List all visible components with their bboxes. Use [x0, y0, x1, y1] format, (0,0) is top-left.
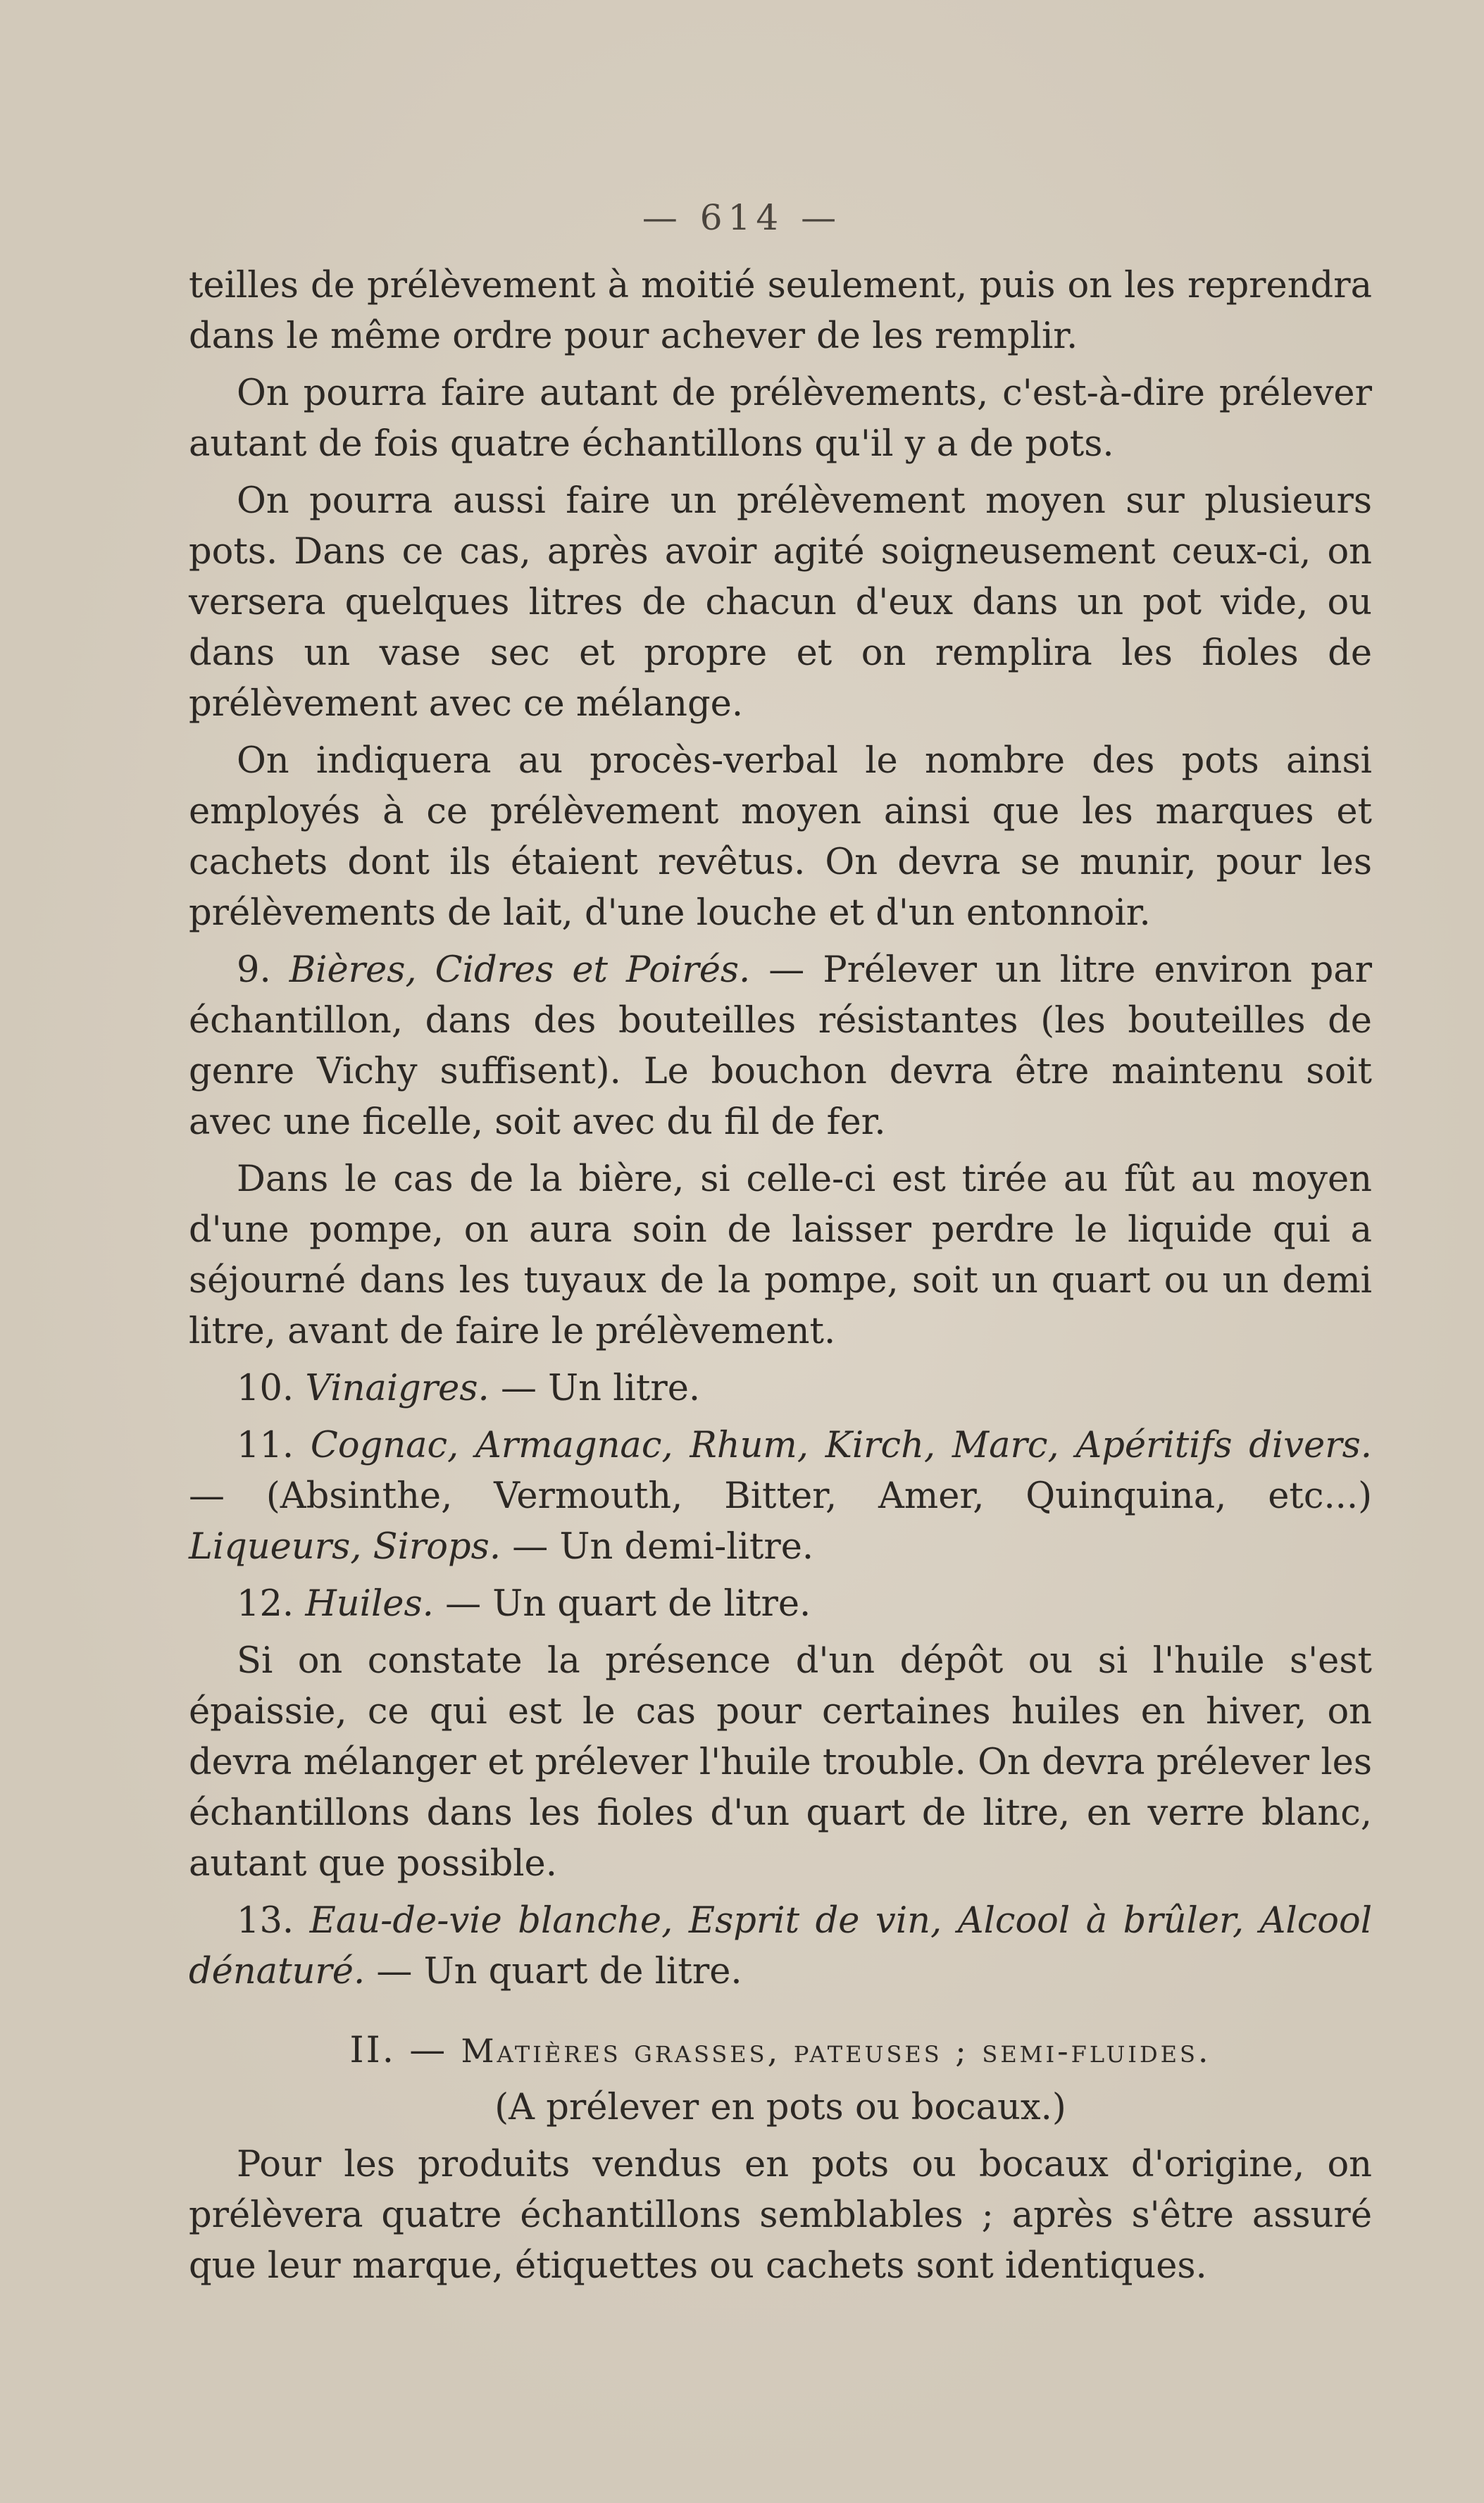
item-title: Huiles.: [305, 1583, 434, 1625]
paragraph-prelevement-moyen: On pourra aussi faire un prélèvement moyen sur plusieurs pots. Dans ce cas, après avoir agité soigneusement ceux-ci, on versera quelques litres de chacun d'eux dans un pot vide, ou dans un vase sec et propre et on remplira les fioles de prélèvement avec ce mélange.: [189, 480, 1372, 725]
paragraph-biere: Dans le cas de la bière, si celle-ci est tirée au fût au moyen d'une pompe, on aura soin de laisser perdre le liquide qui a séjourné dans les tuyaux de la pompe, soit un quart ou un demi litre, avant de faire le prélèvement.: [189, 1159, 1372, 1352]
item-9-bieres: [189, 945, 1372, 1148]
item-text: — Un quart de litre.: [376, 1951, 742, 1992]
item-title-secondary: Liqueurs, Sirops.: [189, 1526, 501, 1568]
paragraph-proces-verbal: On indiquera au procès-verbal le nombre des pots ainsi employés à ce prélèvement moyen ainsi que les marques et cachets dont ils étaient revêtus. On devra se munir, pour les prélèvements de lait, d'une louche et d'un entonnoir.: [189, 740, 1372, 934]
section-dash: —: [409, 2030, 448, 2071]
item-title: Vinaigres.: [305, 1368, 490, 1409]
item-title: Cognac, Armagnac, Rhum, Kirch, Marc, Apéritifs divers.: [310, 1425, 1373, 1466]
item-title: Bières, Cidres et Poirés.: [289, 949, 751, 991]
item-text: — (Absinthe, Vermouth, Bitter, Amer, Quinquina, etc...): [189, 1475, 1372, 1517]
section-title: Matières grasses, pateuses ; semi-fluides.: [461, 2032, 1211, 2070]
item-13-eau-de-vie: [189, 1896, 1372, 1997]
paragraph-pots-bocaux: Pour les produits vendus en pots ou bocaux d'origine, on prélèvera quatre échantillons semblables ; après s'être assuré que leur marque, étiquettes ou cachets sont identiques.: [189, 2144, 1372, 2287]
item-text-secondary: — Un demi-litre.: [512, 1526, 814, 1568]
item-number: 13.: [237, 1900, 294, 1942]
item-title: Eau-de-vie blanche, Esprit de vin, Alcool à brûler, Alcool dénaturé.: [189, 1900, 1373, 1992]
item-text: — Un litre.: [500, 1368, 701, 1409]
item-number: 10.: [237, 1368, 294, 1409]
item-text: — Un quart de litre.: [445, 1583, 811, 1625]
item-10-vinaigres: [189, 1363, 1372, 1414]
paragraph-prelevements: On pourra faire autant de prélèvements, c'est-à-dire prélever autant de fois quatre échantillons qu'il y a de pots.: [189, 373, 1372, 465]
item-11-spiritueux: [189, 1421, 1372, 1573]
paragraph-huiles: Si on constate la présence d'un dépôt ou si l'huile s'est épaissie, ce qui est le cas pour certaines huiles en hiver, on devra mélanger et prélever l'huile trouble. On devra prélever les échantillons dans les fioles d'un quart de litre, en verre blanc, autant que possible.: [189, 1640, 1372, 1885]
section-subtitle: (A prélever en pots ou bocaux.): [494, 2087, 1066, 2128]
item-number: 11.: [237, 1425, 294, 1466]
item-text: — Prélever un litre environ par échantillon, dans des bouteilles résistantes (les bouteilles de genre Vichy suffisent). Le bouchon devra être maintenu soit avec une ficelle, soit avec du fil de fer.: [189, 949, 1373, 1143]
item-number: 12.: [237, 1583, 294, 1625]
section-heading: [189, 2026, 1372, 2076]
page-number: — 614 —: [642, 197, 842, 238]
section-number: II.: [349, 2030, 397, 2071]
item-12-huiles: [189, 1579, 1372, 1630]
document-body: [189, 261, 1372, 2298]
item-number: 9.: [237, 949, 271, 991]
paragraph-continuation: teilles de prélèvement à moitié seulement, puis on les reprendra dans le même ordre pour achever de les remplir.: [189, 265, 1372, 357]
